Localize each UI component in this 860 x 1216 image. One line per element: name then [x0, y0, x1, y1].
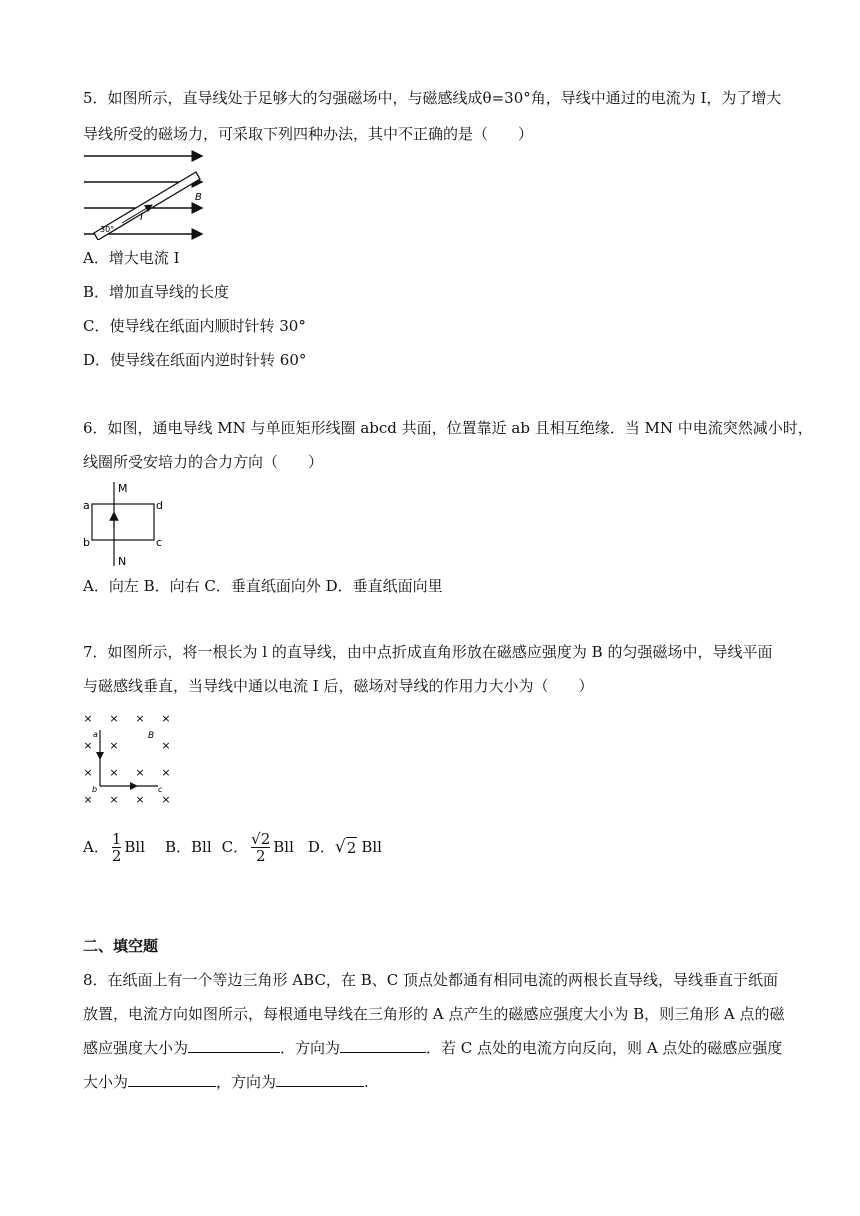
q5-option-c: C．使导线在纸面内顺时针转 30°	[83, 317, 306, 335]
q7-option-a-suffix: Bll	[124, 838, 146, 856]
q7-text-line1: 7．如图所示，将一根长为 l 的直导线，由中点折成直角形放在磁感应强度为 B 的匀强磁场中，导线平面	[83, 643, 773, 661]
q7-option-d-sqrt: √	[334, 837, 346, 857]
q6-coil-abcd	[92, 504, 154, 540]
q7-field-cross: ×	[135, 766, 145, 779]
q7-field-cross: ×	[135, 712, 145, 725]
q7-label-c: c	[158, 785, 163, 794]
q7-field-cross: ×	[83, 712, 93, 725]
q7-option-d-prefix: D．	[307, 838, 335, 856]
q5-field-lines	[84, 156, 202, 234]
q5-option-b: B．增加直导线的长度	[83, 283, 230, 301]
q5-figure	[82, 150, 212, 240]
q8-answer-blank-2[interactable]	[340, 1038, 426, 1053]
q7-option-b: B．Bll	[165, 838, 212, 856]
q6-label-N: N	[118, 555, 127, 568]
q6-text-line1: 6．如图，通电导线 MN 与单匝矩形线圈 abcd 共面，位置靠近 ab 且相互绝缘．当 MN 中电流突然减小时，	[83, 419, 813, 437]
q7-option-d-suffix: Bll	[361, 838, 382, 856]
q5-label-B: B	[195, 192, 202, 203]
q7-figure	[80, 708, 180, 808]
q6-label-a: a	[83, 499, 90, 512]
q7-field-cross: ×	[135, 793, 145, 806]
section-title-fill-in: 二、填空题	[83, 937, 159, 955]
q7-field-cross: ×	[83, 793, 93, 806]
q7-field-cross: ×	[109, 766, 119, 779]
q8-text-line3-a: 感应强度大小为	[83, 1039, 189, 1057]
q5-label-I: I	[140, 212, 143, 223]
q7-field-cross: ×	[161, 712, 171, 725]
q7-option-c-numerator: √2	[251, 829, 271, 848]
q7-options	[83, 828, 382, 866]
q7-option-a-numerator: 1	[111, 829, 122, 848]
q7-field-cross: ×	[161, 793, 171, 806]
q8-text-line4-a: 大小为	[83, 1073, 129, 1091]
q7-field-cross: ×	[161, 739, 171, 752]
q6-label-c: c	[156, 536, 163, 549]
q8-text-line2: 放置，电流方向如图所示，每根通电导线在三角形的 A 点产生的磁感应强度大小为 B，则三角形 A 点的磁	[83, 1005, 785, 1023]
q7-option-c-denominator: 2	[255, 846, 266, 865]
q7-option-a-denominator: 2	[111, 846, 122, 865]
q7-field-cross: ×	[83, 739, 93, 752]
q7-field-cross: ×	[109, 712, 119, 725]
q8-answer-blank-4[interactable]	[276, 1072, 364, 1087]
q6-options: A．向左 B．向右 C．垂直纸面向外 D．垂直纸面向里	[83, 577, 443, 595]
q6-label-d: d	[156, 499, 163, 512]
q6-text-line2: 线圈所受安培力的合力方向（ ）	[83, 453, 324, 471]
q5-option-d: D．使导线在纸面内逆时针转 60°	[83, 351, 307, 369]
q7-label-b: b	[92, 785, 98, 794]
q8-text-line4-b: ，方向为	[216, 1073, 277, 1091]
q5-option-a: A．增大电流 I	[83, 249, 180, 267]
q7-label-a: a	[93, 730, 98, 739]
q8-text-line3	[83, 1038, 782, 1058]
q7-field-cross: ×	[161, 766, 171, 779]
q8-answer-blank-1[interactable]	[188, 1038, 280, 1053]
q5-text-line2: 导线所受的磁场力，可采取下列四种办法，其中不正确的是（ ）	[83, 125, 534, 143]
q8-text-line4	[83, 1072, 369, 1092]
q5-text-line1: 5．如图所示，直导线处于足够大的匀强磁场中，与磁感线成θ=30°角，导线中通过的电流为 I，为了增大	[83, 89, 782, 107]
q6-label-b: b	[83, 536, 90, 549]
q7-option-c-prefix: C．	[221, 838, 249, 856]
q7-option-c-fraction	[251, 831, 270, 864]
q8-text-line3-b: ．方向为	[280, 1039, 341, 1057]
q8-text-line1: 8．在纸面上有一个等边三角形 ABC，在 B、C 顶点处都通有相同电流的两根长直导线，导线垂直于纸面	[83, 971, 778, 989]
q6-figure	[82, 478, 172, 570]
q7-text-line2: 与磁感线垂直，当导线中通以电流 I 后，磁场对导线的作用力大小为（ ）	[83, 677, 594, 695]
q7-field-cross: ×	[109, 793, 119, 806]
q7-option-c-suffix: Bll	[273, 838, 294, 856]
q6-label-M: M	[118, 482, 128, 495]
q8-text-line4-c: .	[364, 1073, 369, 1091]
q7-option-d-radicand: 2	[346, 838, 357, 857]
q7-option-a-fraction	[112, 831, 122, 864]
q7-field-cross: ×	[83, 766, 93, 779]
q7-field-cross: ×	[109, 739, 119, 752]
q5-label-angle: 30°	[100, 225, 115, 234]
q7-option-a-prefix: A．	[83, 838, 109, 856]
q7-label-B: B	[148, 731, 155, 741]
q8-text-line3-c: ．若 C 点处的电流方向反向，则 A 点处的磁感应强度	[426, 1039, 783, 1057]
q8-answer-blank-3[interactable]	[128, 1072, 216, 1087]
